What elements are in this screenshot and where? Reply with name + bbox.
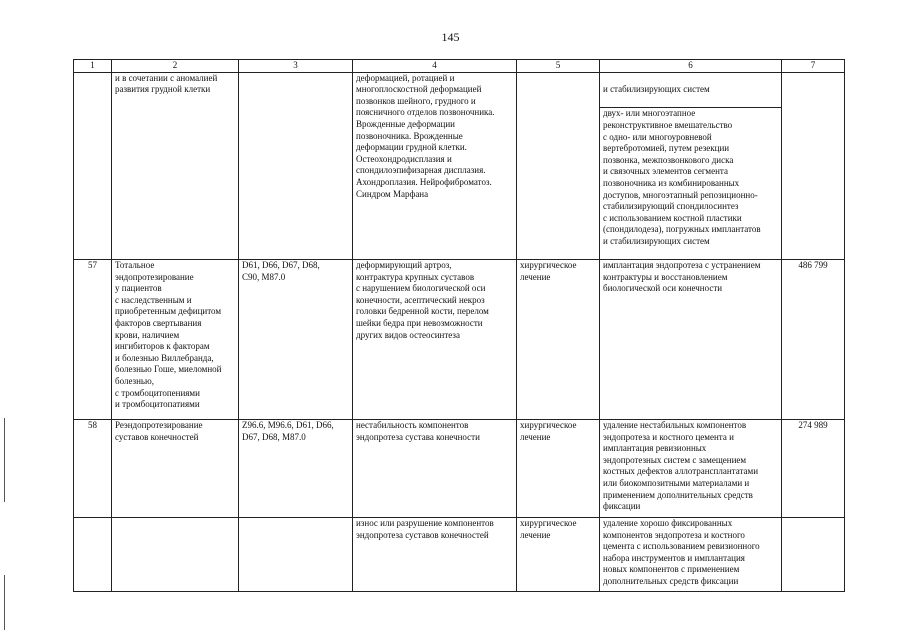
table-row-continuation <box>74 72 845 260</box>
treatment-kind-cell: хирургическое лечение <box>517 420 600 518</box>
scan-edge-mark <box>4 418 5 502</box>
table-row <box>74 260 845 420</box>
cost-cell <box>782 518 845 592</box>
column-number: 4 <box>353 60 517 73</box>
table-row <box>74 518 845 592</box>
patient-model-cell: деформацией, ротацией и многоплоскостной деформацией позвонков шейного, грудного и поясничного отделов позвоночника. Врожденные деформации позвоночника. Врожденные деформации грудной клетки. Остеохондродисплазия и спондилоэпифизарная дисплазия. Ахондроплазия. Нейрофиброматоз. Синдром Марфана <box>353 72 517 260</box>
treatment-kind-cell: хирургическое лечение <box>517 518 600 592</box>
treatment-method-cell: удаление хорошо фиксированных компонентов эндопротеза и костного цемента с использованием ревизионного набора инструментов и имплантация новых компонентов с применением дополнительных средств фиксации <box>600 518 782 592</box>
treatment-kind-cell <box>517 72 600 260</box>
column-number: 2 <box>112 60 239 73</box>
column-number: 5 <box>517 60 600 73</box>
treatment-method-text: двух- или многоэтапное реконструктивное вмешательство с одно- или многоуровневой вертебротомией, путем резекции позвонка, межпозвонкового диска и связочных элементов сегмента позвоночника из комбинированных доступов, многоэтапный репозиционно- стабилизирующий спондилосинтез с использованием костной пластики (спондилодеза), погружных имплантатов и стабилизирующих систем <box>600 107 781 247</box>
row-number-cell: 58 <box>74 420 112 518</box>
services-table <box>73 59 845 592</box>
page-number: 145 <box>441 30 460 44</box>
service-name-cell: и в сочетании с аномалией развития грудной клетки <box>112 72 239 260</box>
column-number-row <box>74 60 845 73</box>
cost-cell <box>782 72 845 260</box>
row-number-cell: 57 <box>74 260 112 420</box>
row-number-cell <box>74 72 112 260</box>
service-name-cell: Реэндопротезирование суставов конечностей <box>112 420 239 518</box>
patient-model-cell: нестабильность компонентов эндопротеза сустава конечности <box>353 420 517 518</box>
column-number: 6 <box>600 60 782 73</box>
column-number: 3 <box>239 60 353 73</box>
patient-model-cell: износ или разрушение компонентов эндопротеза суставов конечностей <box>353 518 517 592</box>
treatment-kind-cell: хирургическое лечение <box>517 260 600 420</box>
patient-model-cell: деформирующий артроз, контрактура крупных суставов с нарушением биологической оси конечности, асептический некроз головки бедренной кости, перелом шейки бедра при невозможности других видов остеосинтеза <box>353 260 517 420</box>
icd-codes-cell <box>239 518 353 592</box>
column-number: 7 <box>782 60 845 73</box>
icd-codes-cell <box>239 72 353 260</box>
service-name-cell: Тотальное эндопротезирование у пациентов с наследственным и приобретенным дефицитом факторов свертывания крови, наличием ингибиторов к факторам и болезнью Виллебранда, болезнью Гоше, миеломной болезнью, с тромбоцитопениями и тромбоцитопатиями <box>112 260 239 420</box>
cost-cell: 486 799 <box>782 260 845 420</box>
scan-edge-mark <box>4 575 5 630</box>
treatment-method-text: и стабилизирующих систем <box>603 84 710 95</box>
icd-codes-cell: D61, D66, D67, D68, C90, M87.0 <box>239 260 353 420</box>
treatment-method-cell <box>600 72 782 260</box>
cost-cell: 274 989 <box>782 420 845 518</box>
service-name-cell <box>112 518 239 592</box>
table-row <box>74 420 845 518</box>
row-number-cell <box>74 518 112 592</box>
treatment-method-cell: имплантация эндопротеза с устранением контрактуры и восстановлением биологической оси конечности <box>600 260 782 420</box>
icd-codes-cell: Z96.6, M96.6, D61, D66, D67, D68, M87.0 <box>239 420 353 518</box>
treatment-method-cell: удаление нестабильных компонентов эндопротеза и костного цемента и имплантация ревизионных эндопротезных систем с замещением костных дефектов аллотрансплантатами или биокомпозитными материалами и применением дополнительных средств фиксации <box>600 420 782 518</box>
column-number: 1 <box>74 60 112 73</box>
